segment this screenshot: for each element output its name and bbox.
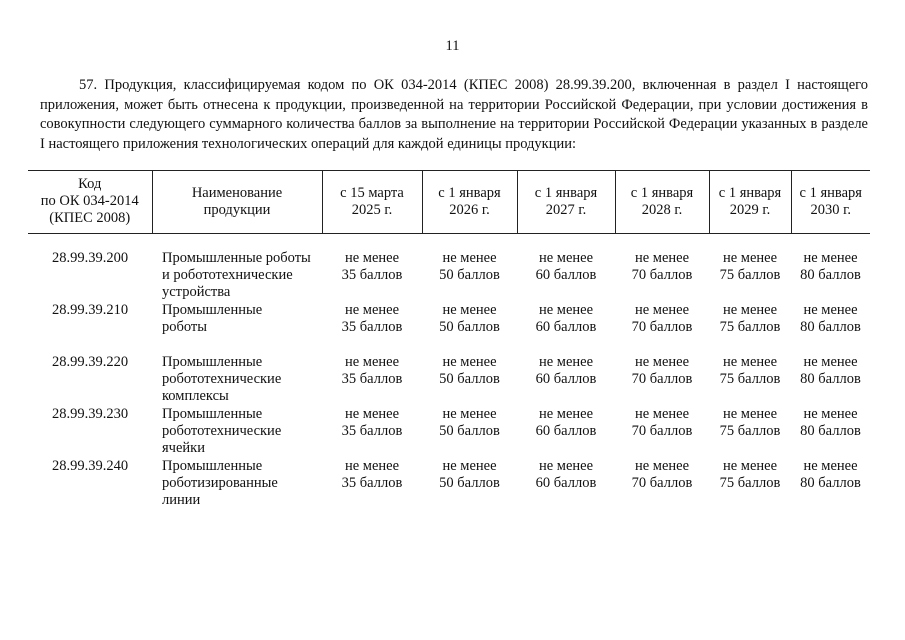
- row-score-value: не менее 70 баллов: [631, 354, 693, 387]
- row-score-value: не менее 75 баллов: [719, 354, 781, 387]
- row-score-value: не менее 80 баллов: [800, 354, 861, 387]
- row-score-value: не менее 35 баллов: [341, 250, 403, 283]
- row-score-value: не менее 75 баллов: [719, 250, 781, 283]
- row-product-name: Промышленные роботы: [162, 302, 263, 335]
- row-code: 28.99.39.220: [51, 354, 129, 370]
- table-row: [28, 250, 870, 302]
- row-score-value: не менее 35 баллов: [341, 458, 403, 491]
- row-score-value: не менее 70 баллов: [631, 250, 693, 283]
- table-row: [28, 406, 870, 458]
- row-score-value: не менее 35 баллов: [341, 354, 403, 387]
- table-row: [28, 302, 870, 354]
- row-score-value: не менее 70 баллов: [631, 302, 693, 335]
- row-score-value: не менее 60 баллов: [535, 354, 597, 387]
- row-score-value: не менее 50 баллов: [439, 406, 500, 439]
- header-date-2029: с 1 января 2029 г.: [709, 171, 791, 234]
- row-score-value: не менее 80 баллов: [800, 250, 861, 283]
- row-score-value: не менее 60 баллов: [535, 458, 597, 491]
- header-date-2027: с 1 января 2027 г.: [517, 171, 615, 234]
- row-product-name: Промышленные роботы и робототехнические устройства: [162, 250, 311, 300]
- row-score-value: не менее 50 баллов: [439, 354, 500, 387]
- row-product-name: Промышленные робототехнические ячейки: [162, 406, 282, 456]
- row-code: 28.99.39.230: [51, 406, 129, 422]
- header-date-2025: с 15 марта 2025 г.: [322, 171, 422, 234]
- header-date-2030: с 1 января 2030 г.: [791, 171, 870, 234]
- table-row: [28, 458, 870, 510]
- row-score-value: не менее 70 баллов: [631, 458, 693, 491]
- scores-table: [28, 170, 870, 510]
- row-score-value: не менее 50 баллов: [439, 302, 500, 335]
- header-date-2026: с 1 января 2026 г.: [422, 171, 517, 234]
- row-score-value: не менее 75 баллов: [719, 302, 781, 335]
- row-score-value: не менее 75 баллов: [719, 406, 781, 439]
- table-spacer: [28, 234, 870, 251]
- row-code: 28.99.39.210: [51, 302, 129, 318]
- clause-paragraph: 57. Продукция, классифицируемая кодом по ОК 034-2014 (КПЕС 2008) 28.99.39.200, включенная в раздел I настоящего приложения, может быть отнесена к продукции, произведенной на территории Российской Федерации, при условии достижения в совокупности следующего суммарного количества баллов за выполнение на территории Российской Федерации указанных в разделе I настоящего приложения технологических операций для каждой единицы продукции:: [40, 77, 868, 152]
- table-header-row: [28, 171, 870, 234]
- row-code: 28.99.39.240: [51, 458, 129, 474]
- row-score-value: не менее 70 баллов: [631, 406, 693, 439]
- table-body: [28, 234, 870, 511]
- row-score-value: не менее 35 баллов: [341, 406, 403, 439]
- row-score-value: не менее 80 баллов: [800, 406, 861, 439]
- page-number: 11: [445, 38, 460, 54]
- row-product-name: Промышленные робототехнические комплексы: [162, 354, 282, 404]
- row-code: 28.99.39.200: [51, 250, 129, 266]
- row-score-value: не менее 50 баллов: [439, 250, 500, 283]
- table-row: [28, 354, 870, 406]
- row-score-value: не менее 80 баллов: [800, 302, 861, 335]
- row-product-name: Промышленные роботизированные линии: [162, 458, 278, 508]
- header-code: Код по ОК 034-2014 (КПЕС 2008): [28, 171, 152, 234]
- header-date-2028: с 1 января 2028 г.: [615, 171, 709, 234]
- row-score-value: не менее 60 баллов: [535, 302, 597, 335]
- row-score-value: не менее 75 баллов: [719, 458, 781, 491]
- row-score-value: не менее 80 баллов: [800, 458, 861, 491]
- row-score-value: не менее 50 баллов: [439, 458, 500, 491]
- row-score-value: не менее 60 баллов: [535, 406, 597, 439]
- row-score-value: не менее 60 баллов: [535, 250, 597, 283]
- header-name: Наименование продукции: [152, 171, 322, 234]
- row-score-value: не менее 35 баллов: [341, 302, 403, 335]
